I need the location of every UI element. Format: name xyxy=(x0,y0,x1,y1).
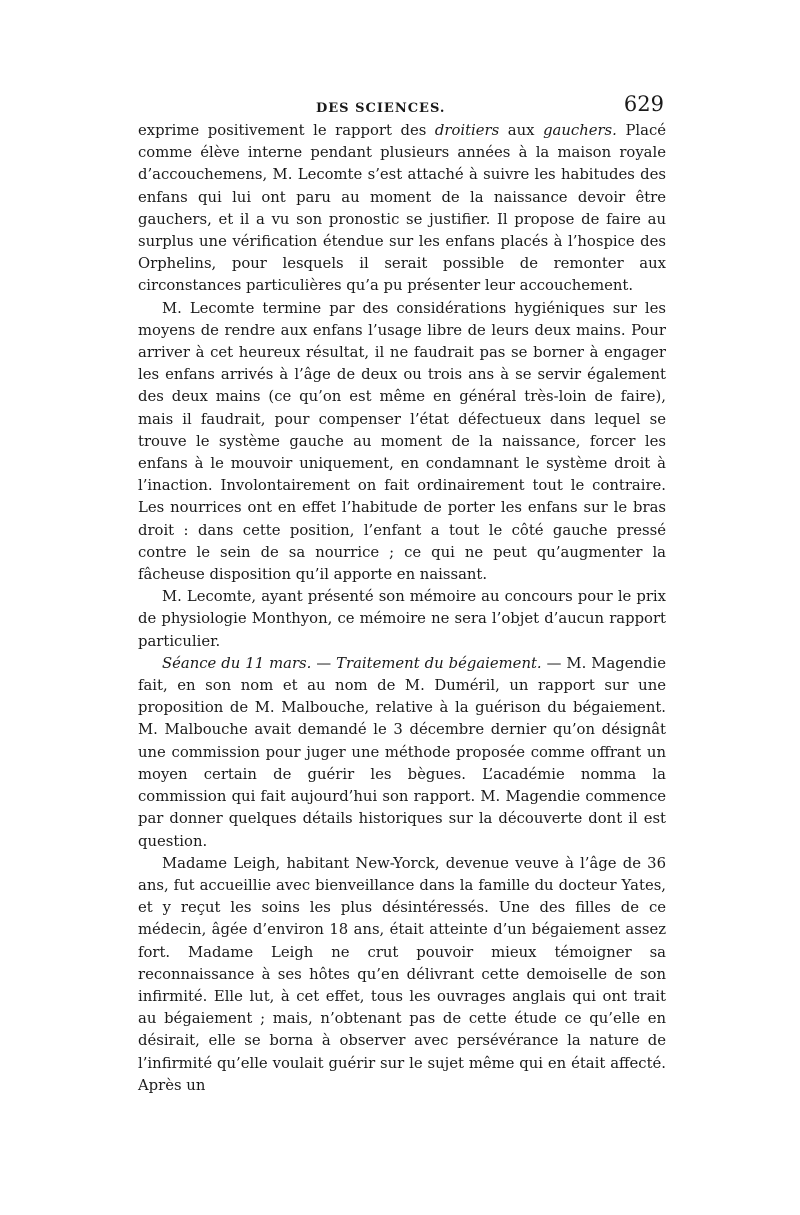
header-title: DES SCIENCES. xyxy=(316,101,446,116)
paragraph-1 xyxy=(138,120,666,298)
running-header xyxy=(138,92,666,120)
book-page xyxy=(138,92,666,1097)
paragraph-1-text-a: exprime positivement le rapport des xyxy=(138,122,435,139)
paragraph-1-text-b: aux xyxy=(499,122,544,139)
paragraph-4 xyxy=(138,653,666,853)
paragraph-5: Madame Leigh, habitant New-Yorck, devenue veuve à l’âge de 36 ans, fut accueillie avec bienveillance dans la famille du docteur Yates, et y reçut les soins les plus désintéressés. Une des filles de ce médecin, âgée d’environ 18 ans, était atteinte d’un bégaiement assez fort. Madame Leigh ne crut pouvoir mieux témoigner sa reconnaissance à ses hôtes qu’en délivrant cette demoiselle de son infirmité. Elle lut, à cet effet, tous les ouvrages anglais qui ont trait au bégaiement ; mais, n’obtenant pas de cette étude ce qu’elle en désirait, elle se borna à observer avec persévérance la nature de l’infirmité qu’elle voulait guérir sur le sujet même qui en était affecté. Après un xyxy=(138,854,666,1094)
topic-heading: Traitement du bégaiement. xyxy=(336,654,542,672)
page-number: 629 xyxy=(623,92,664,116)
seance-dash: — xyxy=(311,654,337,672)
italic-gauchers: gauchers. xyxy=(543,122,617,139)
paragraph-1-text-c: Placé comme élève interne pendant plusieurs années à la maison royale d’accouchemens, M. Lecomte s’est attaché à suivre les habitudes des enfans qui lui ont paru au moment de la naissance devoir être gauchers, et il a vu son pronostic se justifier. Il propose de faire au surplus une vérification étendue sur les enfans placés à l’hospice des Orphelins, pour lesquels il serait possible de remonter aux circonstances particulières qu’a pu présenter leur accouchement. xyxy=(138,122,666,295)
italic-droitiers: droitiers xyxy=(434,122,500,139)
paragraph-4-text: — M. Magendie fait, en son nom et au nom de M. Duméril, un rapport sur une proposition de M. Malbouche, relative à la guérison du bégaiement. M. Malbouche avait demandé le 3 décembre dernier qu’on désignât une commission pour juger une méthode proposée comme offrant un moyen certain de guérir les bègues. L’académie nomma la commission qui fait aujourd’hui son rapport. M. Magendie commence par donner quelques détails historiques sur la découverte dont il est question. xyxy=(138,654,666,850)
paragraph-2: M. Lecomte termine par des considérations hygiéniques sur les moyens de rendre aux enfans l’usage libre de leurs deux mains. Pour arriver à cet heureux résultat, il ne faudrait pas se borner à engager les enfans arrivés à l’âge de deux ou trois ans à se servir également des deux mains (ce qu’on est même en général très-loin de faire), mais il faudrait, pour compenser l’état défectueux dans lequel se trouve le système gauche au moment de la naissance, forcer les enfans à le mouvoir uniquement, en condamnant le système droit à l’inaction. Involontairement on fait ordinairement tout le contraire. Les nourrices ont en effet l’habitude de porter les enfans sur le bras droit : dans cette position, l’enfant a tout le côté gauche pressé contre le sein de sa nourrice ; ce qui ne peut qu’augmenter la fâcheuse disposition qu’il apporte en naissant. xyxy=(138,299,666,584)
seance-heading: Séance du 11 mars. xyxy=(162,654,312,672)
body-text xyxy=(138,120,666,1097)
paragraph-3: M. Lecomte, ayant présenté son mémoire au concours pour le prix de physiologie Monthyon, ce mémoire ne sera l’objet d’aucun rapport particulier. xyxy=(138,588,666,650)
